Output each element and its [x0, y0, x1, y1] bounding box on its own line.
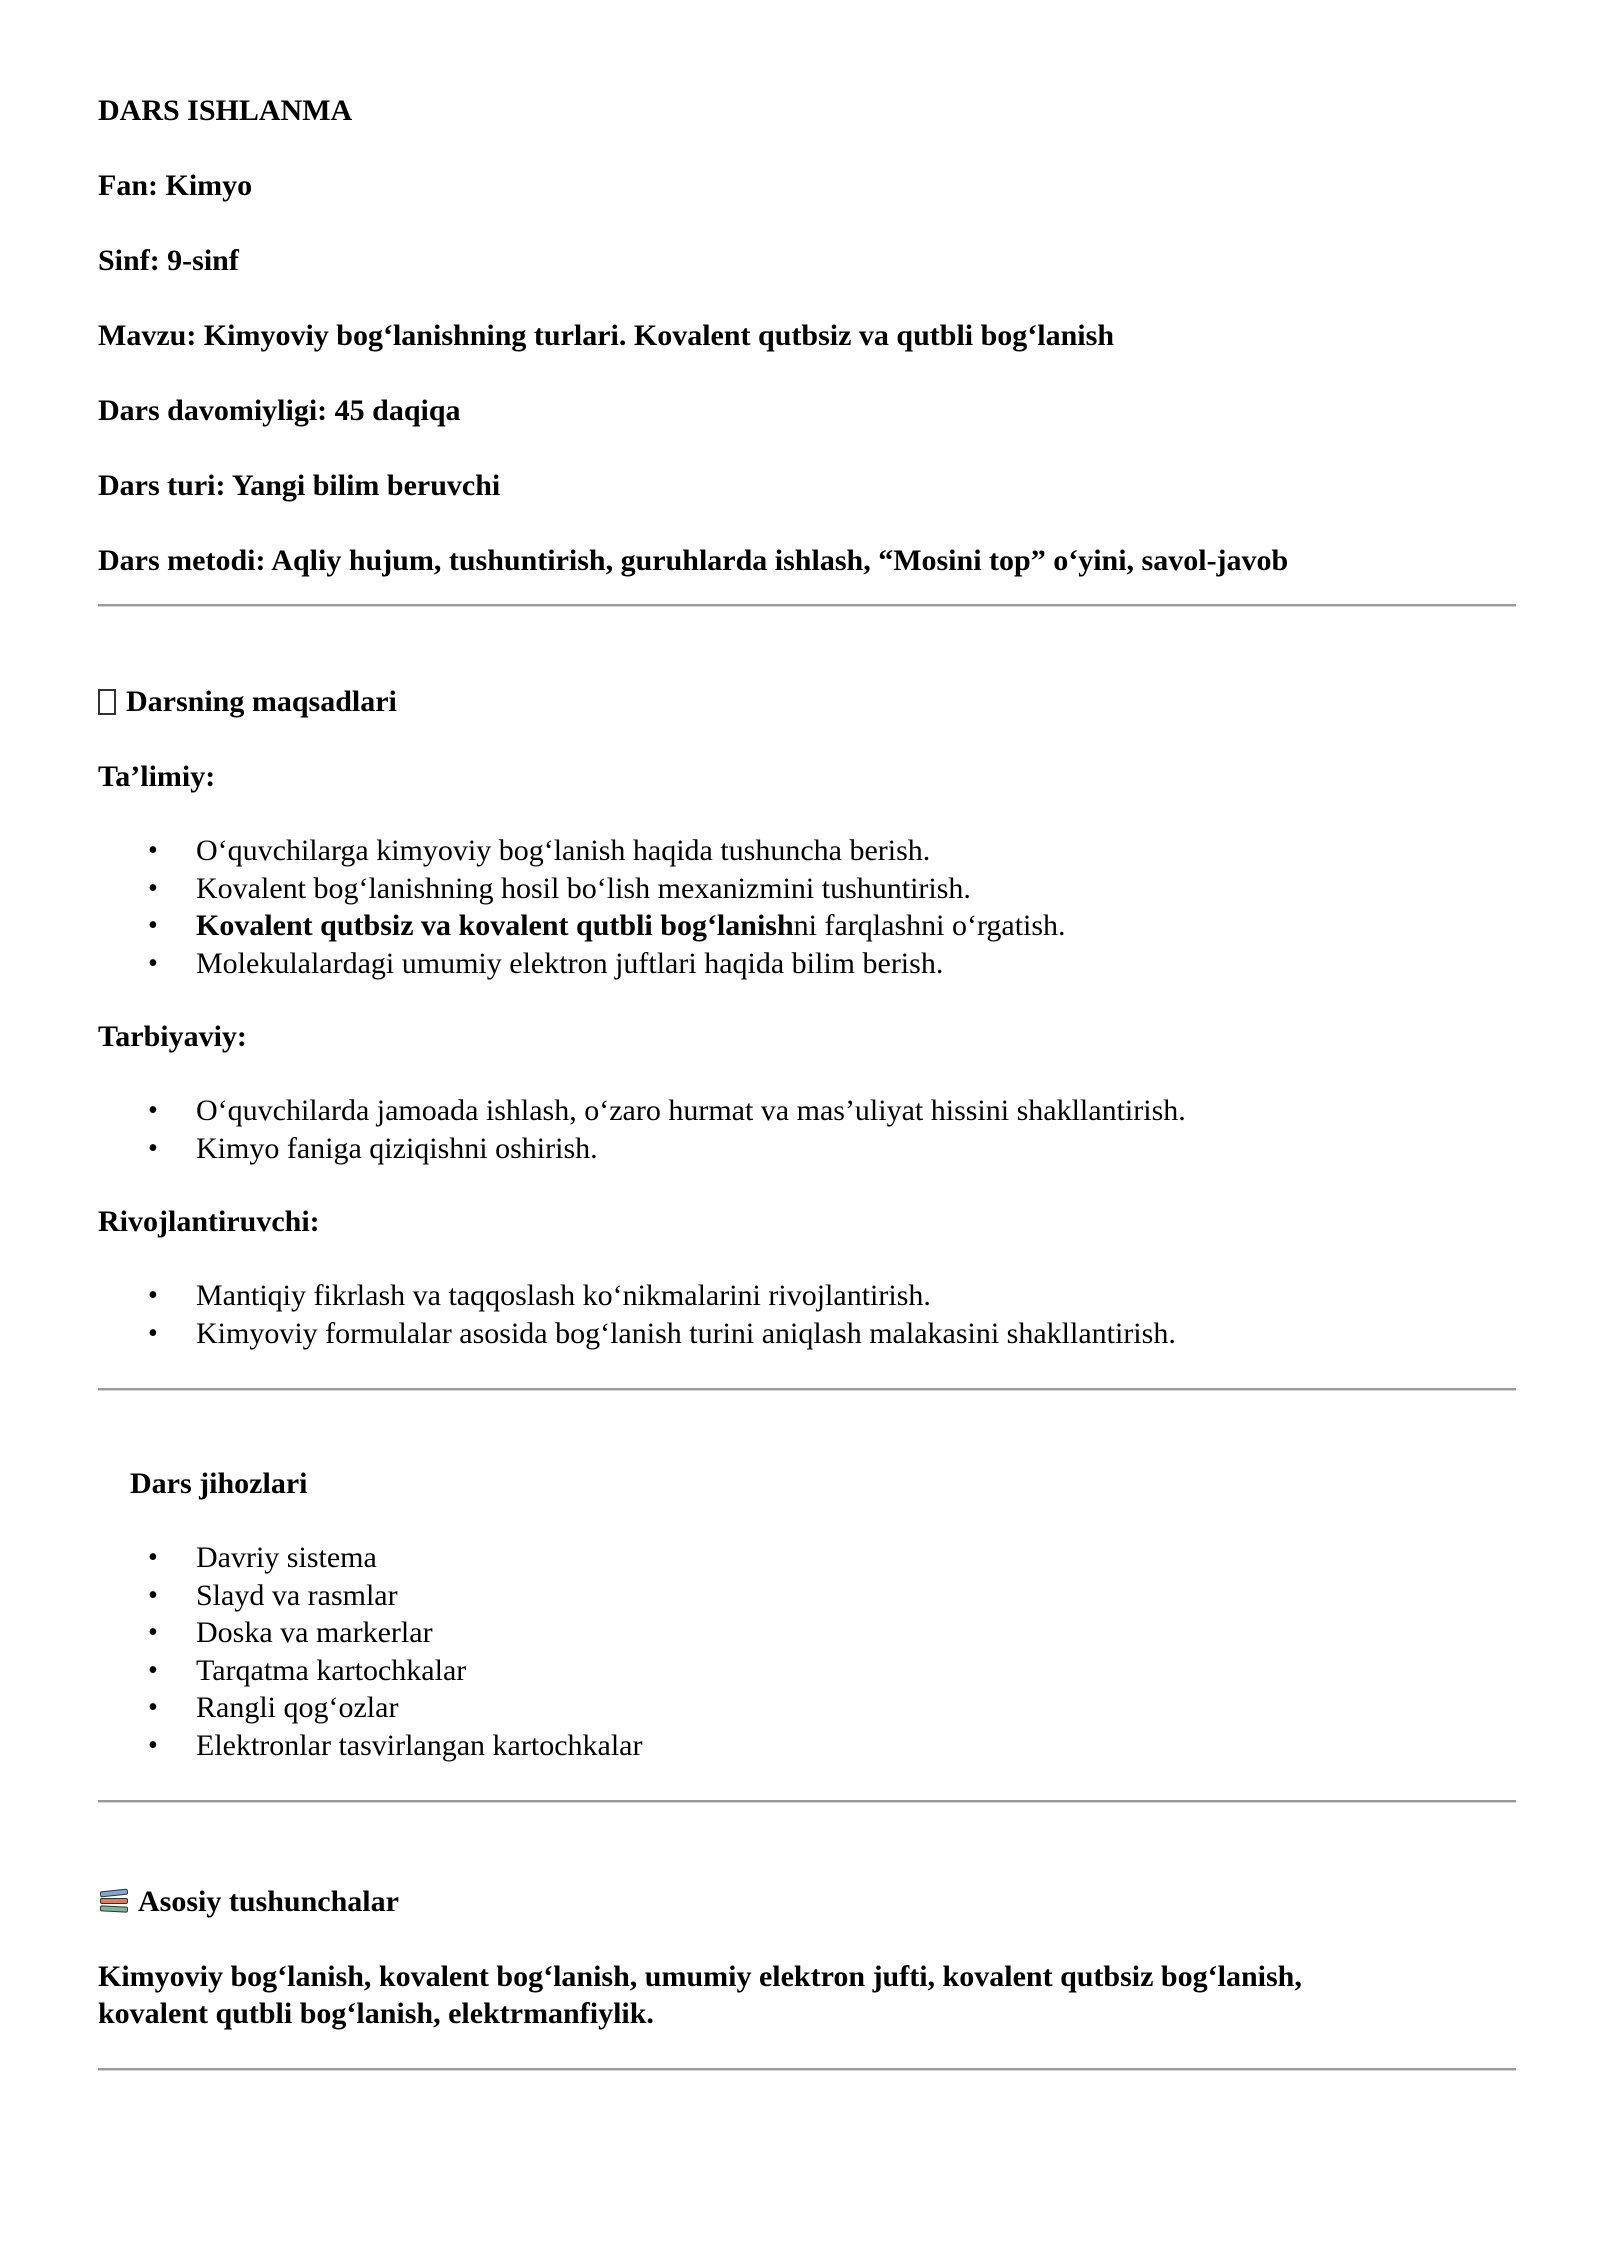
- equipment-list: [98, 1539, 1516, 1764]
- list-item-text: Doska va markerlar: [196, 1616, 433, 1649]
- list-item-text: Mantiqiy fikrlash va taqqoslash ko‘nikmalarini rivojlantirish.: [196, 1279, 931, 1312]
- divider: [98, 2068, 1516, 2071]
- educational-heading: Ta’limiy:: [98, 760, 216, 793]
- bullet-icon: •: [148, 947, 158, 979]
- list-item: [98, 1315, 1516, 1353]
- grade-line: Sinf: 9-sinf: [98, 244, 239, 277]
- educational-list: [98, 832, 1516, 982]
- list-item: [98, 1092, 1516, 1130]
- doc-title: DARS ISHLANMA: [98, 94, 353, 127]
- method-line: Dars metodi: Aqliy hujum, tushuntirish, guruhlarda ishlash, “Mosini top” o‘yini, savol-javob: [98, 544, 1289, 577]
- list-item: [98, 1689, 1516, 1727]
- list-item-text: Rangli qog‘ozlar: [196, 1691, 399, 1724]
- bullet-icon: •: [148, 1317, 158, 1349]
- list-item: [98, 870, 1516, 908]
- upbringing-list: [98, 1092, 1516, 1167]
- list-item: [98, 1652, 1516, 1690]
- list-item-text: ni farqlashni o‘rgatish.: [793, 909, 1066, 942]
- list-item: [98, 1539, 1516, 1577]
- list-item: [98, 907, 1516, 945]
- bullet-icon: •: [148, 835, 158, 866]
- bullet-icon: •: [148, 1579, 158, 1611]
- topic-line: Mavzu: Kimyoviy bog‘lanishning turlari. Kovalent qutbsiz va qutbli bog‘lanish: [98, 319, 1115, 352]
- list-item: [98, 1577, 1516, 1615]
- bullet-icon: •: [148, 1095, 158, 1126]
- books-icon: [98, 1889, 130, 1915]
- list-item: [98, 1614, 1516, 1652]
- developmental-heading: Rivojlantiruvchi:: [98, 1205, 320, 1238]
- list-item-text: Slayd va rasmlar: [196, 1578, 398, 1612]
- list-item-bold-text: Kovalent qutbsiz va kovalent qutbli bog‘lanish: [196, 909, 794, 942]
- list-item: [98, 832, 1516, 870]
- list-item-text: O‘quvchilarda jamoada ishlash, o‘zaro hurmat va mas’uliyat hissini shakllantirish.: [196, 1094, 1186, 1127]
- missing-glyph-icon: [98, 689, 116, 715]
- concepts-heading: [98, 1883, 1516, 1921]
- list-item: [98, 1130, 1516, 1168]
- concepts-line-2: kovalent qutbli bog‘lanish, elektrmanfiylik.: [98, 1997, 654, 2030]
- bullet-icon: •: [148, 1654, 158, 1686]
- list-item: [98, 945, 1516, 983]
- list-item-text: Kimyoviy formulalar asosida bog‘lanish turini aniqlash malakasini shakllantirish.: [196, 1316, 1176, 1350]
- list-item-text: O‘quvchilarga kimyoviy bog‘lanish haqida tushuncha berish.: [196, 834, 931, 867]
- list-item-text: Kimyo faniga qiziqishni oshirish.: [196, 1131, 598, 1165]
- list-item-text: Tarqatma kartochkalar: [196, 1653, 467, 1687]
- document-page: [98, 92, 1516, 2071]
- lesson-type-line: Dars turi: Yangi bilim beruvchi: [98, 469, 501, 502]
- list-item: [98, 1727, 1516, 1765]
- objectives-heading-text: Darsning maqsadlari: [126, 685, 397, 718]
- subject-line: Fan: Kimyo: [98, 169, 253, 202]
- bullet-icon: •: [148, 910, 158, 941]
- bullet-icon: •: [148, 1692, 158, 1723]
- equipment-heading: Dars jihozlari: [130, 1467, 308, 1500]
- bullet-icon: •: [148, 1542, 158, 1573]
- upbringing-heading: Tarbiyaviy:: [98, 1020, 247, 1053]
- bullet-icon: •: [148, 1280, 158, 1311]
- concepts-line-1: Kimyoviy bog‘lanish, kovalent bog‘lanish, umumiy elektron jufti, kovalent qutbsiz bog‘lanish,: [98, 1960, 1302, 1993]
- list-item-text: Davriy sistema: [196, 1541, 377, 1574]
- concepts-heading-text: Asosiy tushunchalar: [138, 1885, 399, 1918]
- bullet-icon: •: [148, 872, 158, 904]
- bullet-icon: •: [148, 1729, 158, 1761]
- bullet-icon: •: [148, 1132, 158, 1164]
- developmental-list: [98, 1277, 1516, 1352]
- list-item-text: Kovalent bog‘lanishning hosil bo‘lish mexanizmini tushuntirish.: [196, 871, 971, 905]
- list-item-text: Molekulalardagi umumiy elektron juftlari haqida bilim berish.: [196, 946, 944, 980]
- duration-line: Dars davomiyligi: 45 daqiqa: [98, 394, 461, 427]
- objectives-heading: [98, 683, 1516, 721]
- bullet-icon: •: [148, 1617, 158, 1648]
- list-item-text: Elektronlar tasvirlangan kartochkalar: [196, 1728, 643, 1762]
- list-item: [98, 1277, 1516, 1315]
